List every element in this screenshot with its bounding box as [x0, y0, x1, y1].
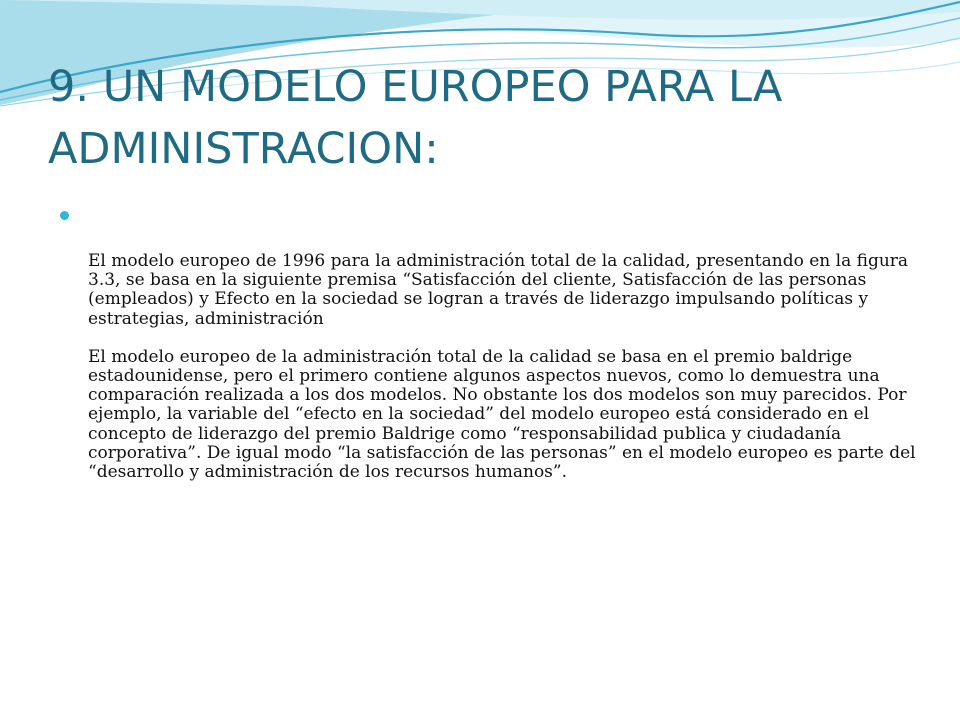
slide-title: 9. UN MODELO EUROPEO PARA LA ADMINISTRACION:	[48, 62, 783, 174]
paragraph-1: El modelo europeo de 1996 para la administración total de la calidad, presentando en la figura 3.3, se basa en la siguiente premisa “Satisfacción del cliente, Satisfacción de las personas (empleados) y Efecto en la sociedad se logran a través de liderazgo impulsando políticas y estrategias, administración	[88, 251, 909, 329]
bullet-point-icon	[60, 211, 69, 220]
paragraph-2: El modelo europeo de la administración total de la calidad se basa en el premio baldrige estadounidense, pero el primero contiene algunos aspectos nuevos, como lo demuestra una comparación realizada a los dos modelos. No obstante los dos modelos son muy parecidos. Por ejemplo, la variable del “efecto en la sociedad” del modelo europeo está considerado en el concepto de liderazgo del premio Baldrige como “responsabilidad publica y ciudadanía corporativa”. De igual modo “la satisfacción de las personas” en el modelo europeo es parte del “desarrollo y administración de los recursos humanos”.	[88, 346, 916, 483]
body-text	[88, 252, 918, 482]
